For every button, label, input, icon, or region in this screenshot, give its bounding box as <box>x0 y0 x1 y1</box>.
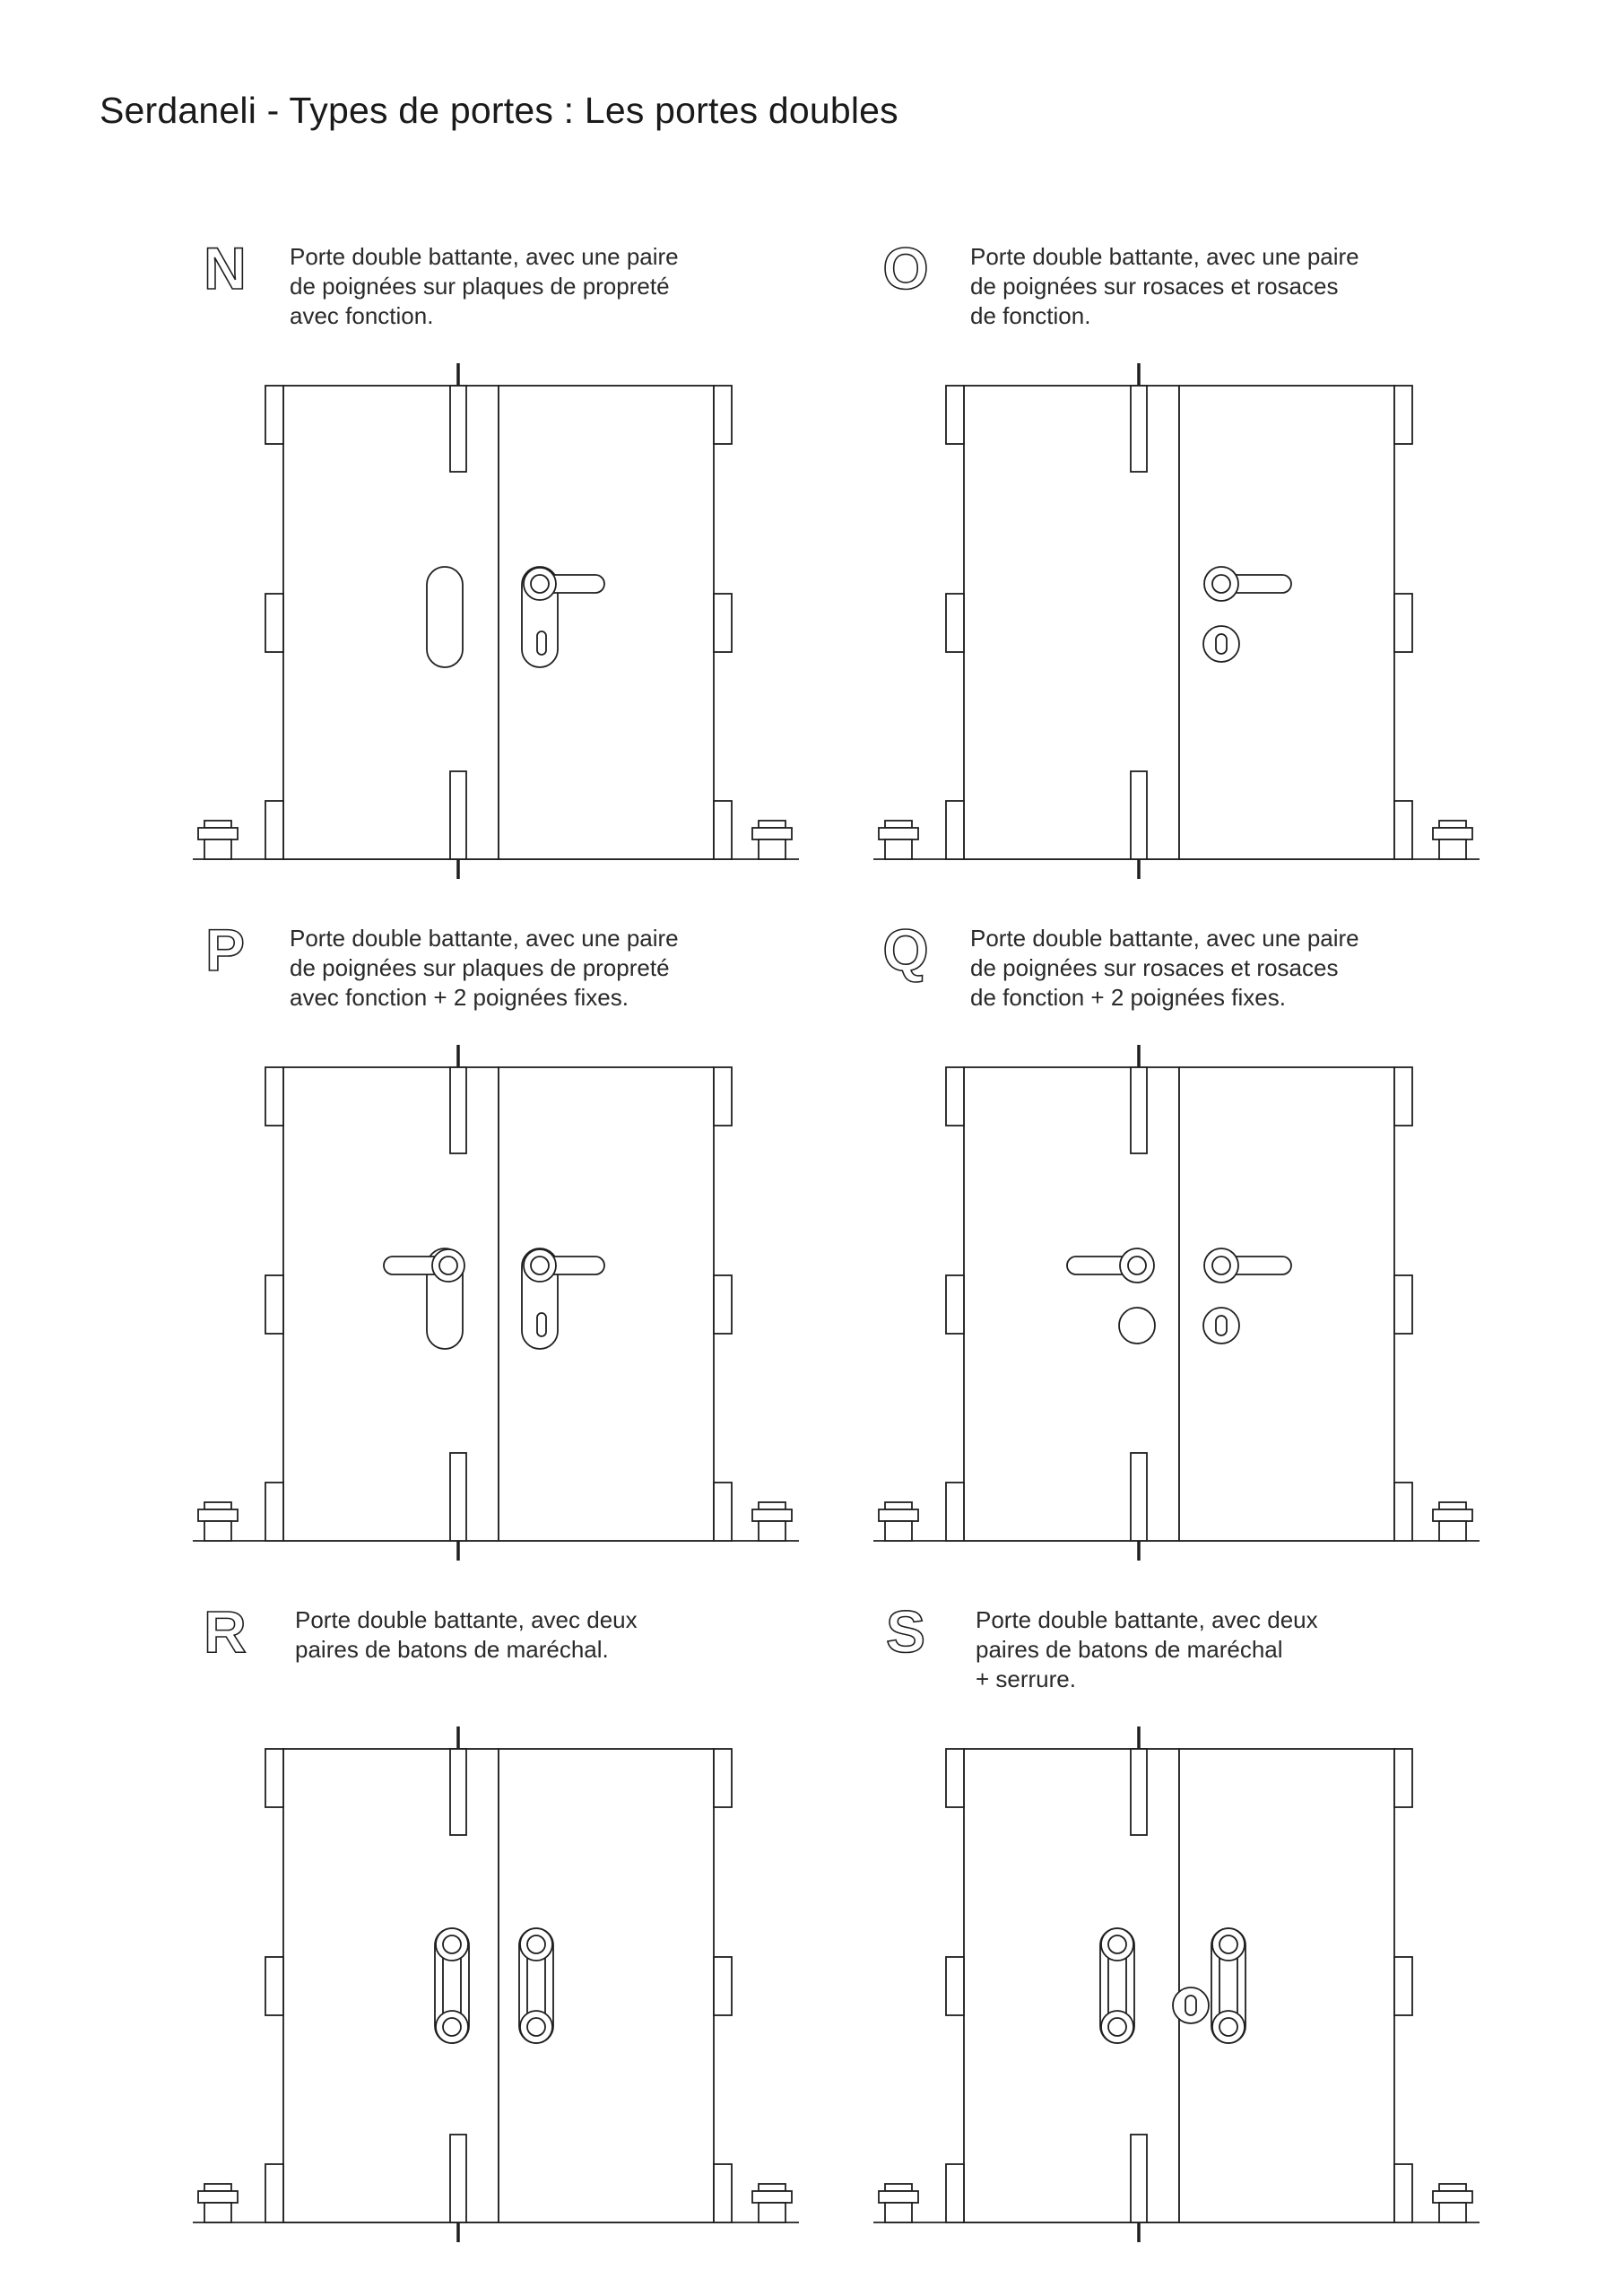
letter-n-icon <box>189 233 261 305</box>
door-illustration-p <box>100 1022 799 1561</box>
door-description: Porte double battante, avec une paire de poignées sur rosaces et rosaces de fonction. <box>970 243 1359 329</box>
door-illustration-s <box>780 1704 1480 2242</box>
lock-rosette-icon <box>1173 1987 1209 2023</box>
door-illustration-q <box>780 1022 1480 1561</box>
door-illustration-n <box>100 341 799 879</box>
svg-text:R: R <box>204 1598 247 1665</box>
door-type-o <box>780 233 1480 924</box>
letter-q-icon <box>870 915 942 987</box>
pull-bar-icon <box>519 1928 553 2043</box>
blank-backplate-icon <box>427 567 463 667</box>
svg-text:P: P <box>204 917 246 983</box>
pull-bar-icon <box>435 1928 469 2043</box>
letter-s-icon <box>870 1596 942 1668</box>
door-type-r <box>100 1596 799 2287</box>
letter-o-icon <box>870 233 942 305</box>
door-illustration-o <box>780 341 1480 879</box>
door-description: Porte double battante, avec deux paires de batons de maréchal. <box>295 1606 638 1663</box>
door-description: Porte double battante, avec une paire de poignées sur plaques de propreté avec fonction. <box>290 243 679 329</box>
door-type-q <box>780 915 1480 1605</box>
pull-bar-icon <box>1100 1928 1134 2043</box>
door-description: Porte double battante, avec deux paires de batons de maréchal + serrure. <box>976 1606 1318 1692</box>
svg-text:N: N <box>204 235 247 301</box>
door-description: Porte double battante, avec une paire de poignées sur rosaces et rosaces de fonction + 2 poignées fixes. <box>970 925 1359 1011</box>
letter-r-icon <box>189 1596 261 1668</box>
door-type-n <box>100 233 799 924</box>
door-illustration-r <box>100 1704 799 2242</box>
svg-text:O: O <box>882 235 929 301</box>
door-description: Porte double battante, avec une paire de poignées sur plaques de propreté avec fonction + 2 poignées fixes. <box>290 925 679 1011</box>
svg-text:Q: Q <box>882 917 929 983</box>
pull-bar-icon <box>1211 1928 1245 2043</box>
svg-text:S: S <box>885 1598 926 1665</box>
door-type-s <box>780 1596 1480 2287</box>
letter-p-icon <box>189 915 261 987</box>
door-type-p <box>100 915 799 1605</box>
page-title: Serdaneli - Types de portes : Les portes doubles <box>100 90 898 131</box>
